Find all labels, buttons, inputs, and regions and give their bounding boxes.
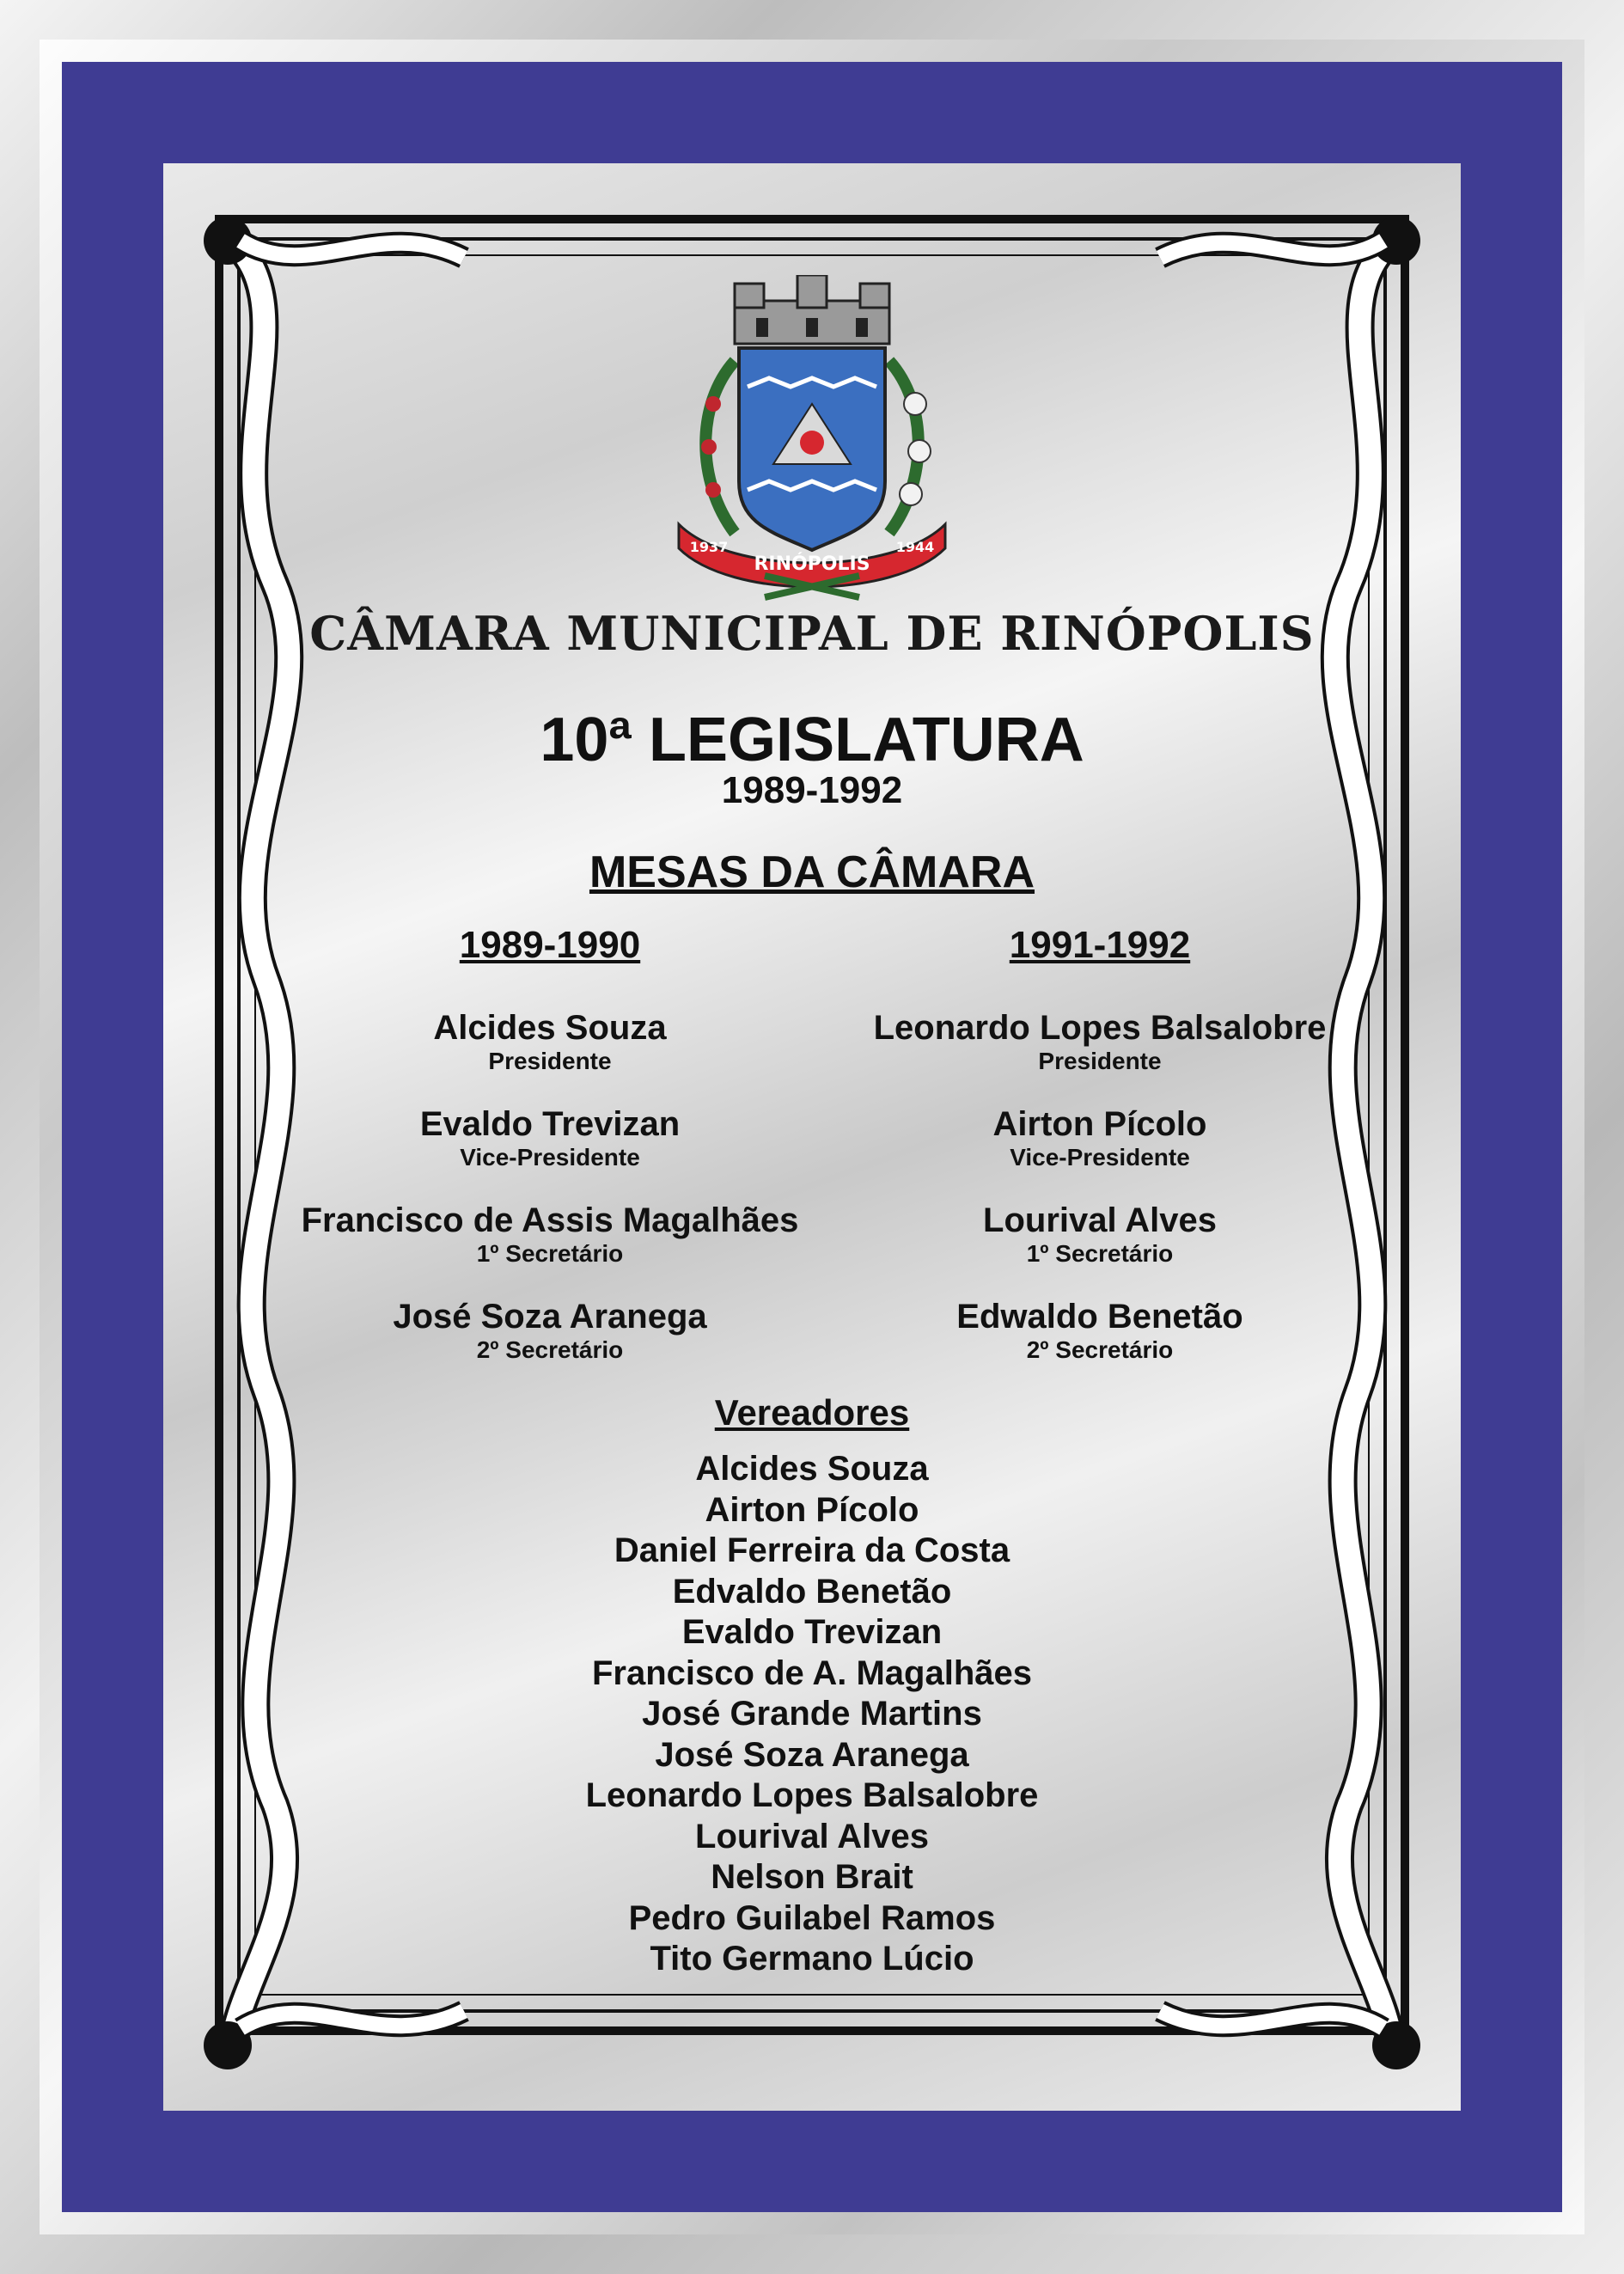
list-item: Lourival Alves [695,1817,929,1855]
list-item: Tito Germano Lúcio [650,1940,974,1978]
chamber-title: CÂMARA MUNICIPAL DE RINÓPOLIS [309,606,1315,661]
crest-year-left: 1937 [689,539,729,555]
member-name: Leonardo Lopes Balsalobre [873,1009,1327,1047]
board-member [241,1297,859,1364]
section-title: MESAS DA CÂMARA [589,847,1035,897]
list-item: Pedro Guilabel Ramos [628,1898,996,1937]
crest-year-right: 1944 [895,539,935,555]
list-item: Leonardo Lopes Balsalobre [585,1776,1039,1814]
member-role: Vice-Presidente [1010,1144,1190,1171]
legislature-title: 10ª LEGISLATURA [540,706,1084,774]
board-member [791,1008,1409,1075]
member-role: 1º Secretário [1026,1240,1174,1267]
board-column-1991-1992 [791,924,1409,1393]
member-role: Presidente [1038,1048,1162,1074]
member-role: Presidente [488,1048,612,1074]
member-role: Vice-Presidente [460,1144,640,1171]
member-name: Francisco de Assis Magalhães [301,1201,799,1239]
municipal-crest-icon [662,275,962,602]
bottom-ribbon-ornament [206,1968,1418,2071]
member-name: Airton Pícolo [992,1105,1207,1143]
list-item: José Grande Martins [642,1695,982,1733]
member-name: José Soza Aranega [393,1298,707,1336]
councillors-section [0,1392,1624,1980]
member-name: Alcides Souza [433,1009,667,1047]
member-name: Evaldo Trevizan [419,1105,681,1143]
list-item: Alcides Souza [695,1450,929,1488]
crest-banner-text: RINÓPOLIS [754,553,870,575]
board-member [791,1297,1409,1364]
member-name: Lourival Alves [983,1201,1217,1239]
list-item: Francisco de A. Magalhães [591,1654,1033,1692]
list-item: Airton Pícolo [705,1490,919,1529]
member-name: Edwaldo Benetão [956,1298,1243,1336]
member-role: 1º Secretário [476,1240,624,1267]
board-member [241,1008,859,1075]
list-item: Nelson Brait [711,1858,913,1896]
list-item: Edvaldo Benetão [672,1572,952,1611]
board-member [791,1201,1409,1268]
member-role: 2º Secretário [1026,1336,1174,1363]
board-member [791,1104,1409,1171]
list-item: Evaldo Trevizan [681,1613,943,1651]
legislature-years: 1989-1992 [721,769,903,811]
list-item: José Soza Aranega [655,1735,969,1774]
board-member [241,1104,859,1171]
list-item: Daniel Ferreira da Costa [614,1531,1010,1569]
board-period: 1989-1990 [459,924,641,966]
councillors-list [0,1449,1624,1980]
councillors-heading: Vereadores [714,1392,910,1433]
board-period: 1991-1992 [1009,924,1191,966]
board-column-1989-1990 [241,924,859,1393]
member-role: 2º Secretário [476,1336,624,1363]
board-member [241,1201,859,1268]
